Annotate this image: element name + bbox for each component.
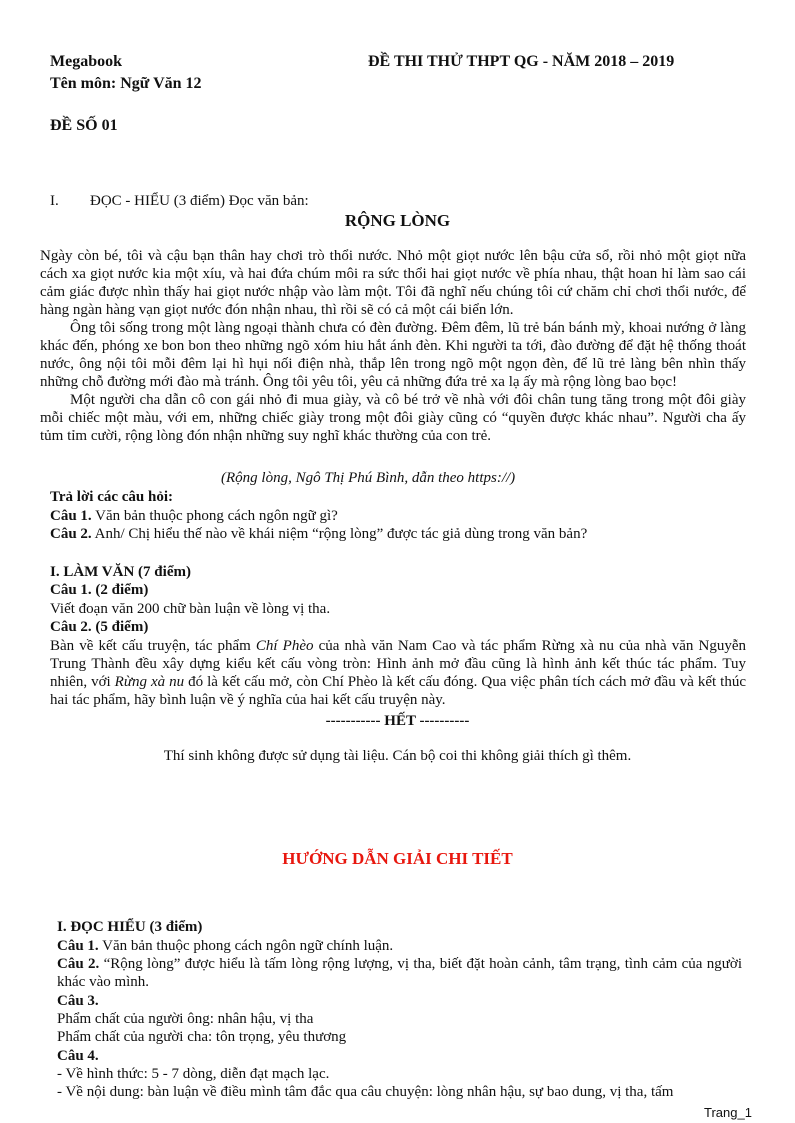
answer-3-label: Câu 3. bbox=[57, 993, 99, 1009]
answer-label: Câu 2. bbox=[57, 956, 100, 972]
end-marker: ----------- HẾT ---------- bbox=[325, 713, 470, 729]
answer-2 bbox=[57, 955, 742, 991]
subject-line: Tên môn: Ngữ Văn 12 bbox=[50, 75, 202, 92]
page-number: Trang_1 bbox=[704, 1105, 752, 1120]
passage-paragraph: Một người cha dẫn cô con gái nhỏ đi mua giày, và cô bé trở về nhà với đôi chân tung tăng trong một đôi giày mỗi chiếc một màu, với em, những chiếc giày trong một đôi giày cũng có “quyền được khác nhau”. Người cha ấy tủm tỉm cười, rộng lòng đón nhận những suy nghĩ khác thường của con trẻ. bbox=[40, 392, 746, 444]
writing-section-heading: I. LÀM VĂN (7 điểm) bbox=[50, 564, 191, 580]
answers-title: HƯỚNG DẪN GIẢI CHI TIẾT bbox=[282, 849, 513, 868]
reading-section-numeral: I. bbox=[50, 193, 59, 209]
answer-4-line: - Về hình thức: 5 - 7 dòng, diễn đạt mạch lạc. bbox=[57, 1066, 330, 1082]
answer-text: “Rộng lòng” được hiểu là tấm lòng rộng lượng, vị tha, biết đặt hoàn cảnh, tâm trạng, tình cảm của người khác vào mình. bbox=[57, 956, 743, 990]
exam-number: ĐỀ SỐ 01 bbox=[50, 117, 118, 134]
answer-4-label: Câu 4. bbox=[57, 1048, 99, 1064]
passage-paragraph: Ông tôi sống trong một làng ngoại thành chưa có đèn đường. Đêm đêm, lũ trẻ bán bánh mỳ, khoai nướng ở làng khác đến, phóng xe bon bon theo những ngõ xóm hiu hắt ánh đèn. Khi người ta tới, đào đường để đặt hệ thống thoát nước, ông nội tôi mỗi đêm lại hì hụi nối điện nhà, thắp lên trong ngõ một ngọn đèn, để lũ trẻ làng bên nhìn thấy những chỗ đường mới đào mà tránh. Ông tôi yêu tôi, yêu cả những đứa trẻ xa lạ ấy mà rộng lòng bao bọc! bbox=[40, 320, 746, 390]
question-2 bbox=[50, 525, 587, 543]
publisher-name: Megabook bbox=[50, 53, 122, 70]
text-run: đó là kết cấu mở, còn Chí Phèo là kết cấu đóng. Qua việc phân tích cách mở đầu và kết thúc hai tác phẩm, hãy bình luận về ý nghĩa của hai kết cấu truyện này. bbox=[50, 674, 746, 708]
passage-paragraph: Ngày còn bé, tôi và cậu bạn thân hay chơi trò thổi nước. Nhỏ một giọt nước lên bậu cửa sổ, rồi nhỏ một giọt nữa cách xa giọt nước kia một xíu, và hai đứa chúm môi ra sức thổi hai giọt nước về phía nhau, thật hoan hỉ làm sao cái cảm giác được nhìn thấy hai giọt nước nhập vào làm một. Tôi đã nghĩ nếu chúng tôi cứ chăm chỉ chơi thổi nước, để hàng ngàn hàng vạn giọt nước đón nhận nhau, thì rồi sẽ có cả một cái biển lớn. bbox=[40, 248, 746, 318]
answer-3-line: Phẩm chất của người cha: tôn trọng, yêu thương bbox=[57, 1029, 347, 1045]
text-run: Bàn về kết cấu truyện, tác phẩm bbox=[50, 638, 256, 654]
work-title: Chí Phèo bbox=[255, 638, 314, 654]
questions-heading: Trả lời các câu hỏi: bbox=[50, 489, 174, 505]
writing-question-1-label: Câu 1. (2 điểm) bbox=[50, 582, 149, 598]
answer-text: Văn bản thuộc phong cách ngôn ngữ chính luận. bbox=[102, 938, 394, 954]
work-title: Rừng xà nu bbox=[114, 674, 185, 690]
reading-passage bbox=[40, 247, 746, 445]
writing-question-2-text bbox=[50, 637, 746, 709]
answer-3-line: Phẩm chất của người ông: nhân hậu, vị tha bbox=[57, 1011, 314, 1027]
writing-question-2-label: Câu 2. (5 điểm) bbox=[50, 619, 149, 635]
answer-label: Câu 1. bbox=[57, 938, 99, 954]
exam-note: Thí sinh không được sử dụng tài liệu. Cán bộ coi thi không giải thích gì thêm. bbox=[163, 748, 632, 764]
question-text: Anh/ Chị hiểu thế nào về khái niệm “rộng lòng” được tác giả dùng trong văn bản? bbox=[94, 526, 588, 542]
question-text: Văn bản thuộc phong cách ngôn ngữ gì? bbox=[95, 508, 338, 524]
question-label: Câu 2. bbox=[50, 526, 92, 542]
passage-source: (Rộng lòng, Ngô Thị Phú Bình, dẫn theo https://) bbox=[221, 470, 516, 486]
question-1 bbox=[50, 507, 338, 525]
answer-1 bbox=[57, 937, 393, 955]
answers-section-heading: I. ĐỌC HIỂU (3 điểm) bbox=[57, 919, 203, 935]
question-label: Câu 1. bbox=[50, 508, 92, 524]
text-run: của nhà văn Nam Cao và tác phẩm Rừng xà nu của nhà văn Nguyễn Trung Thành đều xây dựng kiểu kết cấu vòng tròn: Hình ảnh mở đầu cũng là hình ảnh kết thúc tác phẩm. Tuy nhiên, với bbox=[50, 638, 746, 690]
writing-question-1-text: Viết đoạn văn 200 chữ bàn luận về lòng vị tha. bbox=[50, 601, 331, 617]
passage-title: RỘNG LÒNG bbox=[344, 211, 451, 230]
exam-title: ĐỀ THI THỬ THPT QG - NĂM 2018 – 2019 bbox=[368, 53, 675, 70]
reading-section-heading: ĐỌC - HIỂU (3 điểm) Đọc văn bản: bbox=[90, 193, 309, 209]
answer-4-line: - Về nội dung: bàn luận về điều mình tâm đắc qua câu chuyện: lòng nhân hậu, sự bao dung, vị tha, tấm bbox=[57, 1084, 674, 1100]
